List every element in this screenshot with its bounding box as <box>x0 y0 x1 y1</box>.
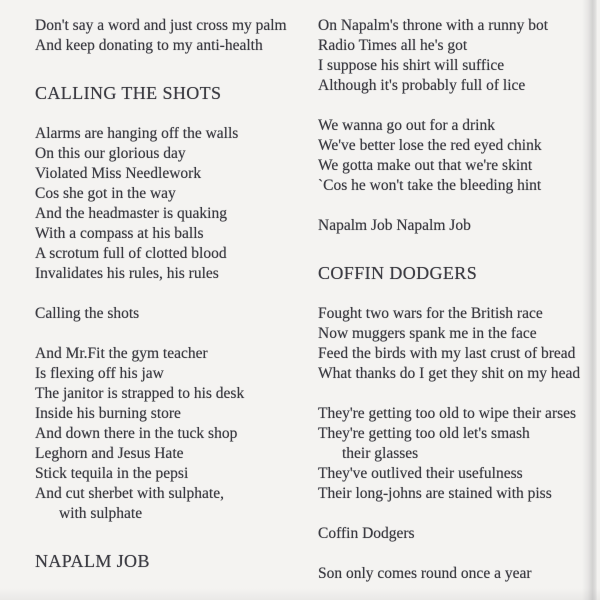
verse <box>318 116 594 196</box>
verse <box>318 16 594 96</box>
lyric-line: The janitor is strapped to his desk <box>35 385 245 402</box>
verse <box>318 524 594 544</box>
lyric-line: Coffin Dodgers <box>318 525 415 542</box>
lyric-line: Cos she got in the way <box>35 185 176 202</box>
lyric-line: Calling the shots <box>35 305 140 322</box>
lyric-line: They've outlived their usefulness <box>318 465 523 482</box>
lyric-line: We've better lose the red eyed chink <box>318 137 542 154</box>
lyric-line: And down there in the tuck shop <box>35 425 238 442</box>
lyric-line: They're getting too old let's smash <box>318 425 530 442</box>
lyrics-column-left <box>35 0 307 584</box>
lyric-line: Violated Miss Needlework <box>35 165 202 182</box>
lyric-line: And Mr.Fit the gym teacher <box>35 345 208 362</box>
verse <box>35 304 307 324</box>
lyric-line: Son only comes round once a year <box>318 565 532 582</box>
lyric-line: We gotta make out that we're skint <box>318 157 533 174</box>
lyric-line: Don't say a word and just cross my palm <box>35 17 287 34</box>
lyric-line: their glasses <box>342 445 419 462</box>
lyric-line: Stick tequila in the pepsi <box>35 465 189 482</box>
lyric-line: Radio Times all he's got <box>318 37 468 54</box>
scan-edge-shadow-bottom <box>0 588 600 600</box>
lyric-line: Although it's probably full of lice <box>318 77 526 94</box>
lyric-line: Invalidates his rules, his rules <box>35 265 219 282</box>
song-title: NAPALM JOB <box>35 551 150 571</box>
lyric-line: They're getting too old to wipe their arses <box>318 405 577 422</box>
lyric-line: Is flexing off his jaw <box>35 365 164 382</box>
song-title: COFFIN DODGERS <box>318 263 478 283</box>
lyric-line: With a compass at his balls <box>35 225 204 242</box>
lyric-line: And cut sherbet with sulphate, <box>35 485 224 502</box>
verse <box>318 564 594 584</box>
song-title: CALLING THE SHOTS <box>35 83 222 103</box>
verse <box>318 404 594 504</box>
lyric-line: On this our glorious day <box>35 145 186 162</box>
lyric-line: `Cos he won't take the bleeding hint <box>318 177 542 194</box>
lyric-line: Fought two wars for the British race <box>318 305 543 322</box>
lyric-line: I suppose his shirt will suffice <box>318 57 505 74</box>
lyric-line: And keep donating to my anti-health <box>35 37 263 54</box>
lyric-line: Napalm Job Napalm Job <box>318 217 471 234</box>
lyric-line: Leghorn and Jesus Hate <box>35 445 184 462</box>
verse <box>35 16 307 56</box>
verse <box>318 216 594 236</box>
lyrics-column-right <box>318 0 594 584</box>
lyric-line: Alarms are hanging off the walls <box>35 125 239 142</box>
lyric-line: Inside his burning store <box>35 405 181 422</box>
lyric-line: On Napalm's throne with a runny bot <box>318 17 549 34</box>
verse <box>35 124 307 284</box>
lyric-line: Feed the birds with my last crust of bread <box>318 345 576 362</box>
verse <box>318 304 594 384</box>
lyric-line: Now muggers spank me in the face <box>318 325 537 342</box>
lyric-line: A scrotum full of clotted blood <box>35 245 227 262</box>
lyric-line: Their long-johns are stained with piss <box>318 485 552 502</box>
verse <box>35 344 307 524</box>
lyric-line: We wanna go out for a drink <box>318 117 495 134</box>
lyric-line: And the headmaster is quaking <box>35 205 227 222</box>
lyric-line: What thanks do I get they shit on my head <box>318 365 581 382</box>
lyric-line: with sulphate <box>59 505 143 522</box>
